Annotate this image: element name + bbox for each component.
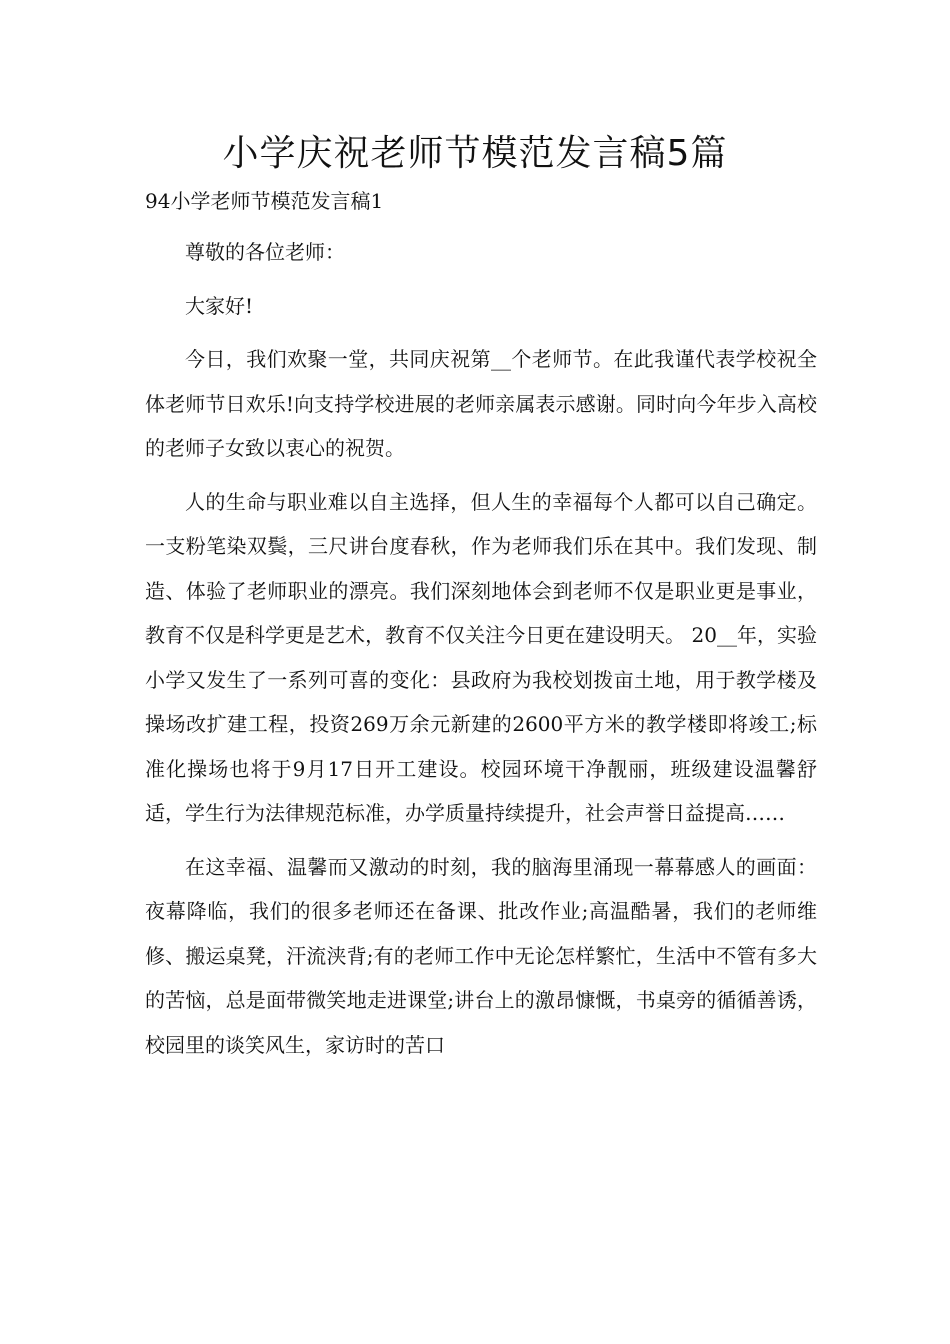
body-paragraph: 今日，我们欢聚一堂，共同庆祝第__个老师节。在此我谨代表学校祝全体老师节日欢乐!向支持学校进展的老师亲属表示感谢。同时向今年步入高校的老师子女致以衷心的祝贺。 (145, 347, 817, 460)
body-paragraph: 人的生命与职业难以自主选择，但人生的幸福每个人都可以自己确定。一支粉笔染双鬓，三尺讲台度春秋，作为老师我们乐在其中。我们发现、制造、体验了老师职业的漂亮。我们深刻地体会到老师不仅是职业更是事业，教育不仅是科学更是艺术，教育不仅关注今日更在建设明天。 20__年，实验小学又发生了一系列可喜的变化：县政府为我校划拨亩土地，用于教学楼及操场改扩建工程，投资269万余元新建的2600平方米的教学楼即将竣工;标准化操场也将于9月17日开工建设。校园环境干净靓丽，班级建设温馨舒适，学生行为法律规范标准，办学质量持续提升，社会声誉日益提高…… (145, 489, 817, 825)
body-paragraph: 在这幸福、温馨而又激动的时刻，我的脑海里涌现一幕幕感人的画面：夜幕降临，我们的很多老师还在备课、批改作业;高温酷暑，我们的老师维修、搬运桌凳，汗流浃背;有的老师工作中无论怎样繁忙，生活中不管有多大的苦恼，总是面带微笑地走进课堂;讲台上的激昂慷慨，书桌旁的循循善诱，校园里的谈笑风生，家访时的苦口 (145, 854, 817, 1057)
greeting-paragraph: 大家好! (185, 293, 254, 318)
document-body (145, 230, 817, 1076)
salutation-paragraph: 尊敬的各位老师： (185, 240, 345, 264)
document-subtitle: 94小学老师节模范发言稿1 (145, 189, 384, 213)
document-title: 小学庆祝老师节模范发言稿5篇 (222, 133, 728, 174)
